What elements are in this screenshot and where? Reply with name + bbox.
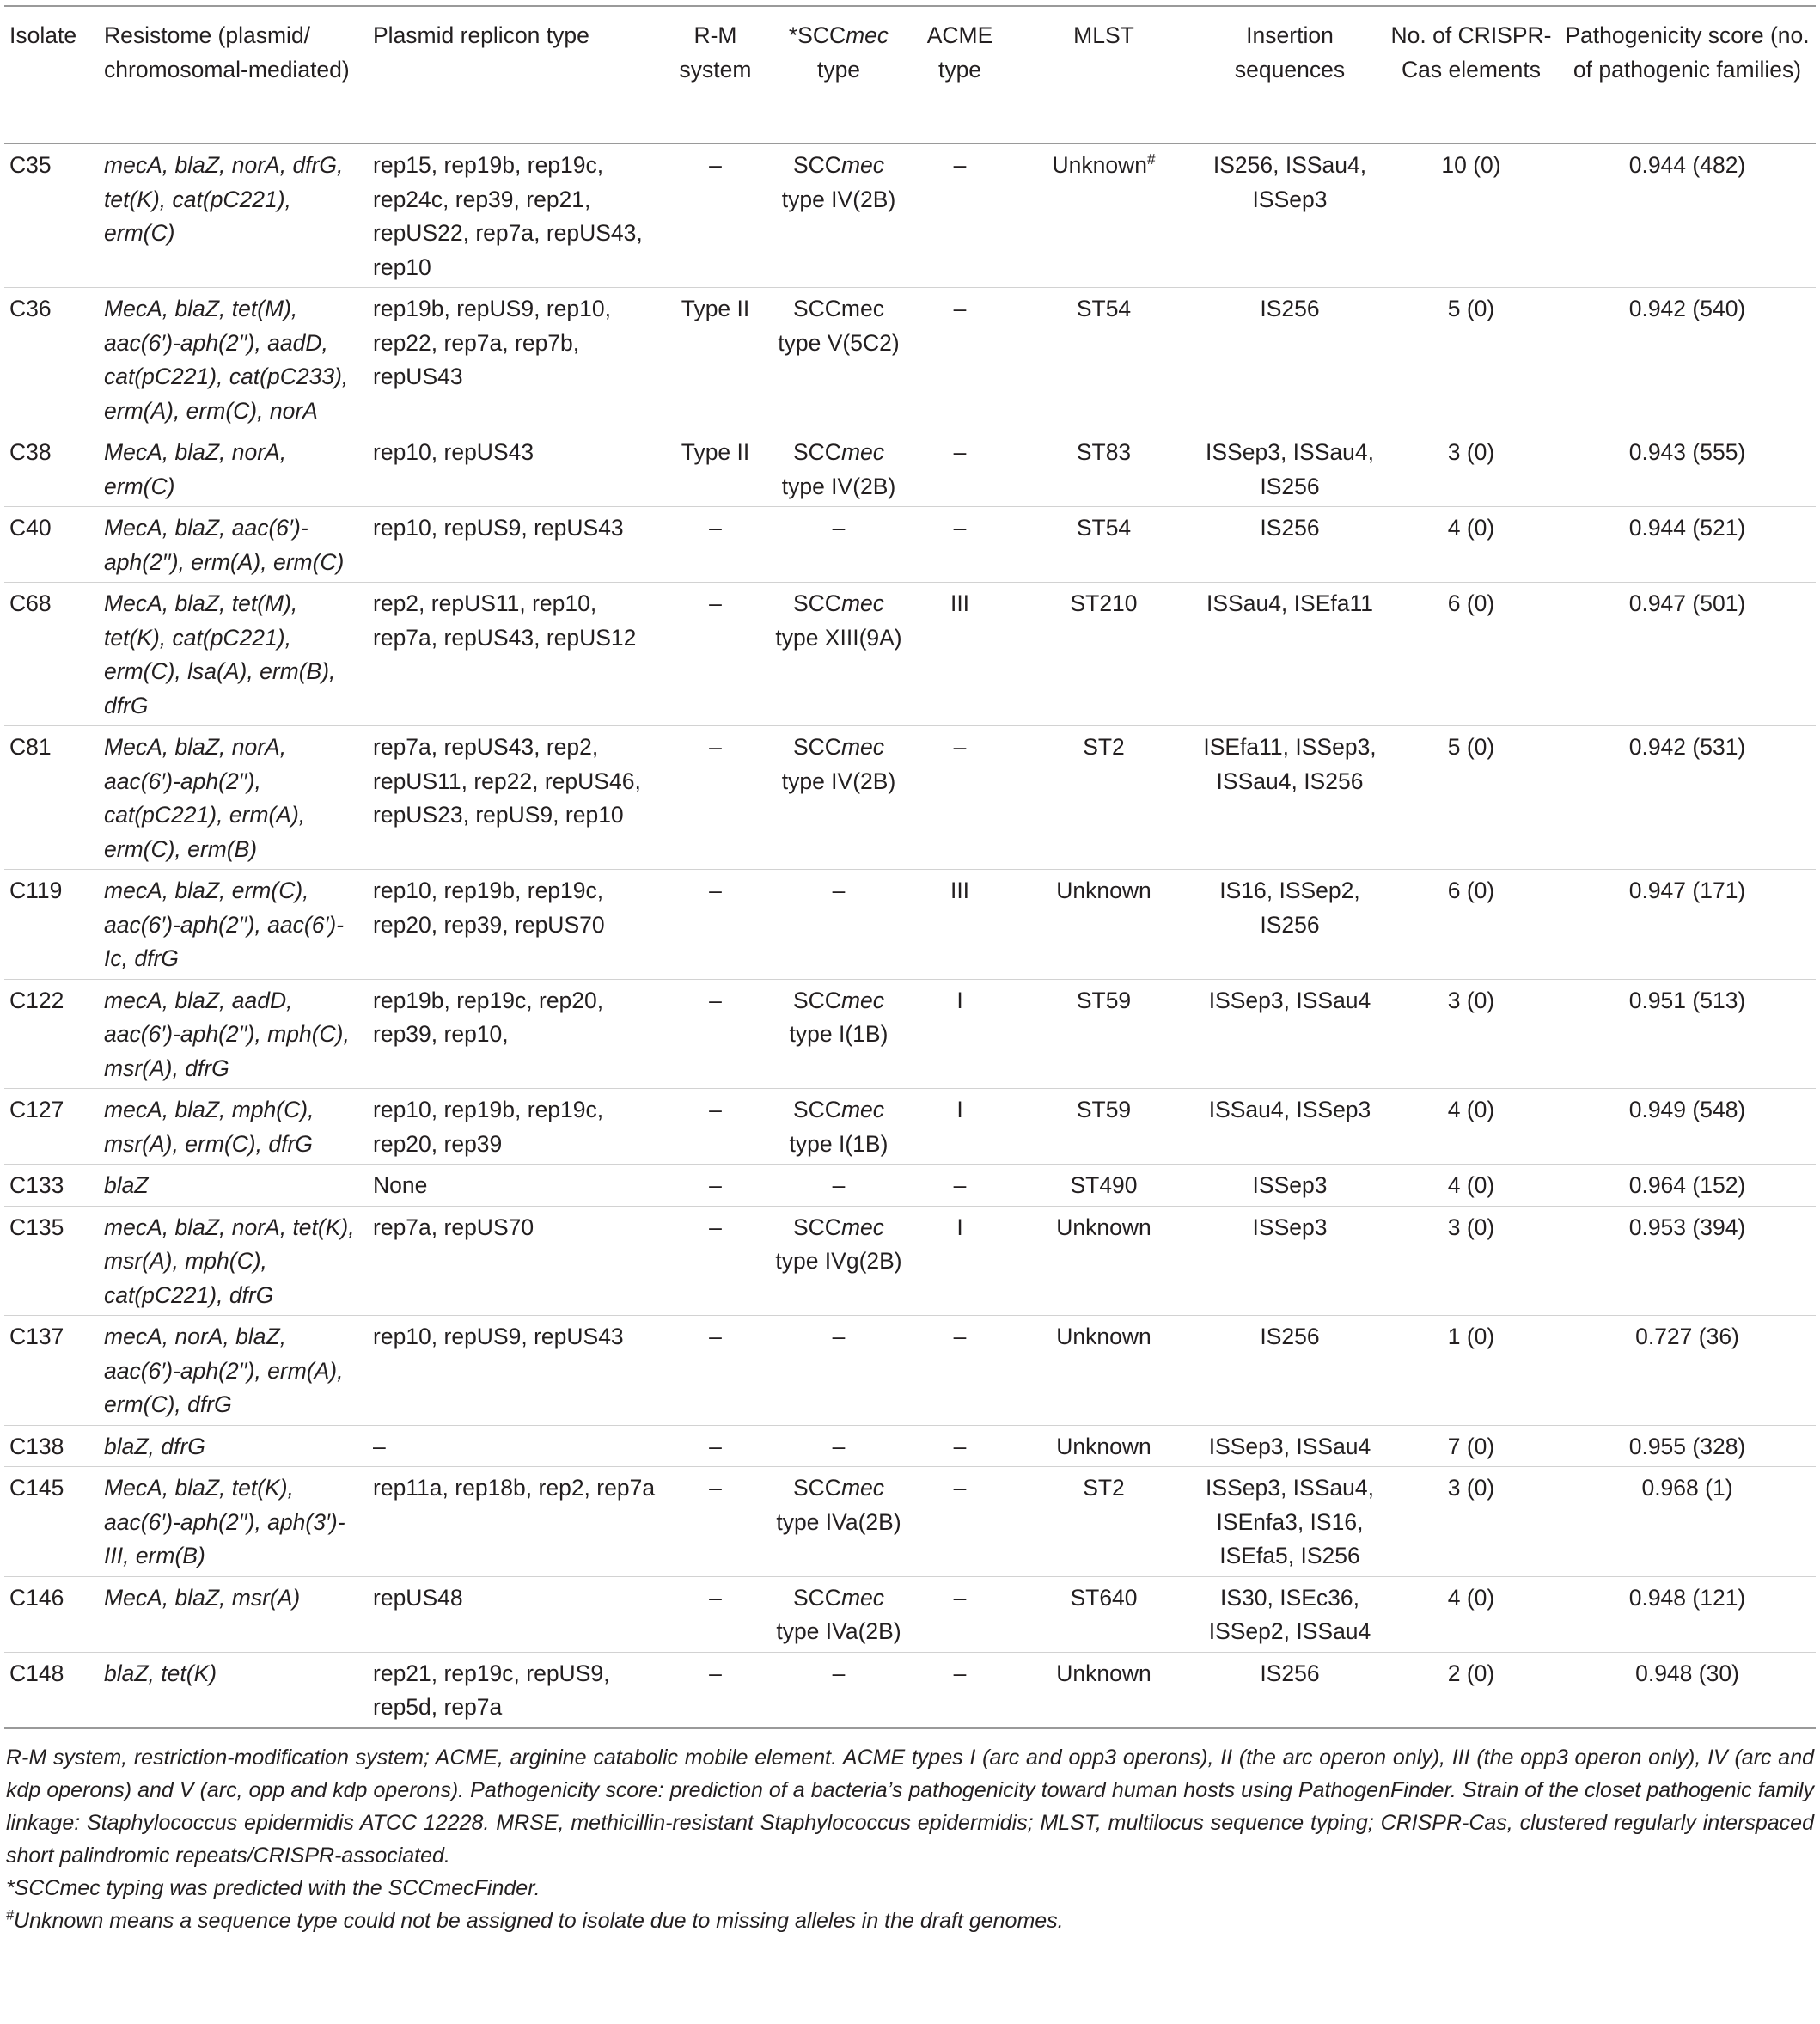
cell-resistome: mecA, blaZ, mph(C), msr(A), erm(C), dfrG bbox=[104, 1097, 315, 1157]
sccmec-prefix: SCCmec type V(5C2) bbox=[778, 296, 900, 356]
cell-rm-system: – bbox=[709, 1433, 722, 1459]
cell-acme-type: III bbox=[950, 590, 970, 616]
cell-rm-system: Type II bbox=[681, 439, 750, 465]
cell-crispr-cas: 4 (0) bbox=[1447, 1172, 1495, 1198]
cell-isolate: C38 bbox=[9, 439, 52, 465]
cell-pathogenicity-score: 0.942 (531) bbox=[1628, 734, 1746, 760]
cell-crispr-cas: 7 (0) bbox=[1447, 1433, 1495, 1459]
cell-insertion-sequences: IS256 bbox=[1260, 515, 1320, 541]
cell-insertion-sequences: IS16, ISSep2, IS256 bbox=[1219, 877, 1360, 938]
sccmec-prefix: SCC bbox=[792, 590, 841, 616]
cell-mlst bbox=[1011, 726, 1196, 870]
cell-plasmid-replicon: None bbox=[373, 1172, 428, 1198]
cell-crispr-cas: 6 (0) bbox=[1447, 590, 1495, 616]
cell-rm-system: – bbox=[709, 590, 722, 616]
table-row bbox=[4, 288, 1816, 431]
mlst-value: ST2 bbox=[1083, 1475, 1125, 1501]
cell-pathogenicity-score: 0.964 (152) bbox=[1628, 1172, 1746, 1198]
cell-isolate: C40 bbox=[9, 515, 52, 541]
cell-acme-type: – bbox=[953, 734, 967, 760]
cell-sccmec-type bbox=[769, 1467, 908, 1577]
cell-isolate: C138 bbox=[9, 1433, 64, 1459]
cell-pathogenicity-score: 0.944 (521) bbox=[1628, 515, 1746, 541]
col-header-rm-system: R-M system bbox=[679, 22, 752, 83]
cell-mlst bbox=[1011, 1576, 1196, 1652]
isolate-characteristics-table bbox=[4, 5, 1816, 1729]
cell-resistome: mecA, blaZ, norA, dfrG, tet(K), cat(pC221), erm(C) bbox=[104, 152, 344, 246]
table-row bbox=[4, 979, 1816, 1089]
col-header-mlst: MLST bbox=[1073, 22, 1134, 48]
cell-resistome: MecA, blaZ, tet(M), tet(K), cat(pC221), erm(C), lsa(A), erm(B), dfrG bbox=[104, 590, 336, 718]
cell-mlst bbox=[1011, 1425, 1196, 1467]
cell-plasmid-replicon: rep10, repUS43 bbox=[373, 439, 534, 465]
sccmec-prefix: – bbox=[832, 877, 846, 903]
cell-isolate: C119 bbox=[9, 877, 63, 903]
cell-rm-system: Type II bbox=[681, 296, 750, 321]
cell-isolate: C122 bbox=[9, 987, 64, 1013]
cell-isolate: C81 bbox=[9, 734, 52, 760]
cell-rm-system: – bbox=[709, 877, 722, 903]
cell-acme-type: – bbox=[953, 1660, 967, 1686]
sccmec-prefix: – bbox=[832, 515, 846, 541]
mlst-value: ST210 bbox=[1070, 590, 1138, 616]
mlst-value: ST2 bbox=[1083, 734, 1125, 760]
cell-insertion-sequences: ISSep3, ISSau4 bbox=[1208, 1433, 1371, 1459]
sccmec-prefix: SCC bbox=[792, 152, 841, 178]
mlst-value: Unknown bbox=[1056, 1324, 1151, 1349]
cell-mlst bbox=[1011, 1089, 1196, 1165]
cell-sccmec-type bbox=[769, 431, 908, 507]
cell-sccmec-type bbox=[769, 1316, 908, 1426]
table-footnotes bbox=[4, 1741, 1816, 1937]
cell-crispr-cas: 4 (0) bbox=[1447, 515, 1495, 541]
cell-acme-type: I bbox=[956, 1214, 963, 1240]
cell-acme-type: – bbox=[953, 1324, 967, 1349]
cell-rm-system: – bbox=[709, 1214, 722, 1240]
cell-rm-system: – bbox=[709, 1584, 722, 1611]
table-row bbox=[4, 1467, 1816, 1577]
cell-pathogenicity-score: 0.951 (513) bbox=[1628, 987, 1746, 1013]
cell-resistome: blaZ bbox=[104, 1172, 149, 1198]
mlst-value: ST59 bbox=[1076, 987, 1132, 1013]
cell-pathogenicity-score: 0.947 (171) bbox=[1628, 877, 1746, 903]
mlst-value: Unknown bbox=[1056, 1214, 1151, 1240]
sccmec-italic: mec bbox=[840, 152, 885, 178]
cell-insertion-sequences: IS256 bbox=[1260, 1660, 1320, 1686]
cell-crispr-cas: 10 (0) bbox=[1441, 152, 1501, 178]
cell-insertion-sequences: ISSep3 bbox=[1252, 1214, 1328, 1240]
col-header-crispr-cas: No. of CRISPR-Cas elements bbox=[1390, 22, 1552, 83]
cell-plasmid-replicon: rep15, rep19b, rep19c, rep24c, rep39, rep21, repUS22, rep7a, repUS43, rep10 bbox=[373, 152, 643, 280]
mlst-value: Unknown bbox=[1056, 877, 1151, 903]
sccmec-prefix: SCC bbox=[792, 439, 841, 465]
cell-mlst bbox=[1011, 979, 1196, 1089]
cell-mlst bbox=[1011, 431, 1196, 507]
mlst-value: ST54 bbox=[1076, 296, 1132, 321]
cell-mlst bbox=[1011, 1652, 1196, 1728]
cell-acme-type: – bbox=[953, 296, 967, 321]
cell-isolate: C137 bbox=[9, 1324, 64, 1349]
cell-resistome: mecA, blaZ, erm(C), aac(6′)-aph(2′′), aac(6′)-Ic, dfrG bbox=[104, 877, 345, 971]
cell-resistome: MecA, blaZ, tet(M), aac(6′)-aph(2′′), aadD, cat(pC221), cat(pC233), erm(A), erm(C), norA bbox=[104, 296, 349, 424]
cell-isolate: C133 bbox=[9, 1172, 64, 1198]
cell-sccmec-type bbox=[769, 1165, 908, 1207]
cell-plasmid-replicon: rep2, repUS11, rep10, rep7a, repUS43, repUS12 bbox=[373, 590, 637, 651]
cell-resistome: MecA, blaZ, norA, aac(6′)-aph(2′′), cat(pC221), erm(A), erm(C), erm(B) bbox=[104, 734, 306, 862]
footnote-unknown-text: Unknown means a sequence type could not be assigned to isolate due to missing alleles in the draft genomes. bbox=[14, 1908, 1064, 1933]
col-header-sccmec-type: *SCCmec type bbox=[788, 22, 889, 83]
cell-crispr-cas: 2 (0) bbox=[1447, 1660, 1495, 1686]
cell-plasmid-replicon: rep11a, rep18b, rep2, rep7a bbox=[373, 1475, 656, 1501]
cell-pathogenicity-score: 0.727 (36) bbox=[1635, 1324, 1739, 1349]
page bbox=[4, 5, 1816, 1937]
mlst-value: ST54 bbox=[1076, 515, 1132, 541]
cell-acme-type: I bbox=[956, 1097, 963, 1122]
table-row bbox=[4, 870, 1816, 980]
cell-crispr-cas: 5 (0) bbox=[1447, 296, 1495, 321]
cell-sccmec-type bbox=[769, 979, 908, 1089]
cell-insertion-sequences: ISEfa11, ISSep3, ISSau4, IS256 bbox=[1203, 734, 1377, 794]
cell-insertion-sequences: ISSep3, ISSau4 bbox=[1208, 987, 1371, 1013]
cell-insertion-sequences: ISSep3, ISSau4, ISEnfa3, IS16, ISEfa5, IS256 bbox=[1206, 1475, 1374, 1568]
cell-insertion-sequences: IS256 bbox=[1260, 1324, 1320, 1349]
header-row bbox=[4, 6, 1816, 144]
cell-mlst bbox=[1011, 507, 1196, 583]
cell-plasmid-replicon: rep19b, repUS9, rep10, rep22, rep7a, rep7b, repUS43 bbox=[373, 296, 611, 389]
cell-sccmec-type bbox=[769, 1425, 908, 1467]
footnote-abbreviations: R-M system, restriction-modification system; ACME, arginine catabolic mobile element. ACME types I (arc and opp3 operons), II (the arc operon only), III (the opp3 operon only), IV (arc and kdp operons) and V (arc, opp and kdp operons). Pathogenicity score: prediction of a bacteria’s pathogenicity toward human hosts using PathogenFinder. Strain of the closet pathogenic family linkage: Staphylococcus epidermidis ATCC 12228. MRSE, methicillin-resistant Staphylococcus epidermidis; MLST, multilocus sequence typing; CRISPR-Cas, clustered regularly interspaced short palindromic repeats/CRISPR-associated. bbox=[6, 1745, 1814, 1868]
cell-sccmec-type bbox=[769, 1652, 908, 1728]
cell-isolate: C145 bbox=[9, 1475, 64, 1501]
cell-crispr-cas: 1 (0) bbox=[1447, 1324, 1495, 1349]
col-header-isolate: Isolate bbox=[9, 22, 77, 48]
cell-crispr-cas: 4 (0) bbox=[1447, 1584, 1495, 1611]
footnote-unknown bbox=[6, 1905, 1814, 1937]
sccmec-italic: mec bbox=[840, 439, 885, 465]
sccmec-suffix: type I(1B) bbox=[789, 1130, 889, 1157]
cell-mlst bbox=[1011, 288, 1196, 431]
cell-insertion-sequences: ISSau4, ISEfa11 bbox=[1206, 590, 1373, 616]
cell-plasmid-replicon: rep10, repUS9, repUS43 bbox=[373, 515, 624, 541]
cell-isolate: C127 bbox=[9, 1097, 64, 1122]
cell-crispr-cas: 3 (0) bbox=[1447, 1475, 1495, 1501]
cell-mlst bbox=[1011, 1467, 1196, 1577]
sccmec-prefix: – bbox=[832, 1660, 846, 1686]
mlst-value: ST83 bbox=[1076, 439, 1132, 465]
cell-rm-system: – bbox=[709, 1324, 722, 1349]
cell-resistome: blaZ, tet(K) bbox=[104, 1660, 217, 1686]
cell-rm-system: – bbox=[709, 515, 722, 541]
cell-mlst bbox=[1011, 1206, 1196, 1316]
cell-sccmec-type bbox=[769, 726, 908, 870]
sccmec-italic: mec bbox=[840, 1584, 885, 1611]
sccmec-italic: mec bbox=[840, 734, 885, 760]
cell-rm-system: – bbox=[709, 1660, 722, 1686]
table-row bbox=[4, 144, 1816, 288]
sccmec-prefix: SCC bbox=[792, 1584, 841, 1611]
cell-sccmec-type bbox=[769, 1089, 908, 1165]
table-row bbox=[4, 1316, 1816, 1426]
mlst-value: Unknown bbox=[1056, 1660, 1151, 1686]
table-row bbox=[4, 1425, 1816, 1467]
cell-rm-system: – bbox=[709, 987, 722, 1013]
cell-acme-type: – bbox=[953, 1172, 967, 1198]
cell-mlst bbox=[1011, 144, 1196, 288]
sccmec-prefix: SCC bbox=[792, 1475, 841, 1501]
table-row bbox=[4, 1652, 1816, 1728]
cell-acme-type: I bbox=[956, 987, 963, 1013]
cell-isolate: C146 bbox=[9, 1584, 64, 1611]
cell-acme-type: – bbox=[953, 1475, 967, 1501]
sccmec-prefix: – bbox=[832, 1433, 846, 1459]
cell-crispr-cas: 6 (0) bbox=[1447, 877, 1495, 903]
col-header-pathogenicity-score: Pathogenicity score (no. of pathogenic families) bbox=[1565, 22, 1810, 83]
cell-sccmec-type bbox=[769, 1576, 908, 1652]
cell-resistome: MecA, blaZ, norA, erm(C) bbox=[104, 439, 287, 499]
cell-sccmec-type bbox=[769, 144, 908, 288]
mlst-value: ST490 bbox=[1070, 1172, 1138, 1198]
cell-resistome: mecA, norA, blaZ, aac(6′)-aph(2′′), erm(A), erm(C), dfrG bbox=[104, 1324, 344, 1417]
cell-insertion-sequences: ISSau4, ISSep3 bbox=[1208, 1097, 1371, 1122]
cell-plasmid-replicon: rep10, repUS9, repUS43 bbox=[373, 1324, 624, 1349]
sccmec-suffix: type XIII(9A) bbox=[775, 624, 902, 651]
sccmec-suffix: type IV(2B) bbox=[781, 767, 896, 794]
cell-resistome: MecA, blaZ, aac(6′)-aph(2′′), erm(A), erm(C) bbox=[104, 515, 345, 575]
cell-mlst bbox=[1011, 1316, 1196, 1426]
cell-acme-type: III bbox=[950, 877, 970, 903]
cell-isolate: C148 bbox=[9, 1660, 64, 1686]
cell-resistome: MecA, blaZ, msr(A) bbox=[104, 1584, 301, 1611]
cell-isolate: C68 bbox=[9, 590, 52, 616]
cell-rm-system: – bbox=[709, 1475, 722, 1501]
cell-acme-type: – bbox=[953, 515, 967, 541]
cell-rm-system: – bbox=[709, 152, 722, 178]
sccmec-suffix: type IVa(2B) bbox=[776, 1618, 901, 1644]
cell-rm-system: – bbox=[709, 1172, 722, 1198]
cell-sccmec-type bbox=[769, 1206, 908, 1316]
cell-pathogenicity-score: 0.943 (555) bbox=[1628, 439, 1746, 465]
sccmec-prefix: – bbox=[832, 1324, 846, 1349]
cell-pathogenicity-score: 0.948 (121) bbox=[1628, 1584, 1746, 1611]
cell-insertion-sequences: IS30, ISEc36, ISSep2, ISSau4 bbox=[1208, 1584, 1371, 1644]
cell-crispr-cas: 3 (0) bbox=[1447, 1214, 1495, 1240]
table-row bbox=[4, 726, 1816, 870]
cell-isolate: C36 bbox=[9, 296, 52, 321]
sccmec-italic: mec bbox=[840, 1097, 885, 1122]
cell-insertion-sequences: IS256 bbox=[1260, 296, 1320, 321]
cell-pathogenicity-score: 0.968 (1) bbox=[1641, 1475, 1733, 1501]
cell-insertion-sequences: IS256, ISSau4, ISSep3 bbox=[1212, 152, 1367, 212]
sccmec-prefix: – bbox=[832, 1172, 846, 1198]
col-header-acme-type: ACME type bbox=[926, 22, 993, 83]
sccmec-prefix: SCC bbox=[792, 734, 841, 760]
cell-acme-type: – bbox=[953, 1584, 967, 1611]
table-row bbox=[4, 1206, 1816, 1316]
footnote-sccmec: *SCCmec typing was predicted with the SCCmecFinder. bbox=[6, 1875, 541, 1900]
mlst-value: Unknown bbox=[1052, 152, 1147, 178]
cell-resistome: MecA, blaZ, tet(K), aac(6′)-aph(2′′), aph(3′)-III, erm(B) bbox=[104, 1475, 345, 1568]
cell-sccmec-type bbox=[769, 583, 908, 726]
table-row bbox=[4, 431, 1816, 507]
footnote-hash-mark: # bbox=[6, 1907, 15, 1923]
sccmec-italic: mec bbox=[840, 1475, 885, 1501]
cell-crispr-cas: 3 (0) bbox=[1447, 439, 1495, 465]
table-row bbox=[4, 1089, 1816, 1165]
cell-pathogenicity-score: 0.947 (501) bbox=[1628, 590, 1746, 616]
table-row bbox=[4, 1165, 1816, 1207]
sccmec-prefix: SCC bbox=[792, 1097, 841, 1122]
cell-crispr-cas: 4 (0) bbox=[1447, 1097, 1495, 1122]
col-header-plasmid-replicon: Plasmid replicon type bbox=[373, 22, 589, 48]
cell-sccmec-type bbox=[769, 870, 908, 980]
sccmec-suffix: type IVg(2B) bbox=[775, 1248, 902, 1274]
cell-insertion-sequences: ISSep3 bbox=[1252, 1172, 1328, 1198]
sccmec-suffix: type IVa(2B) bbox=[776, 1508, 901, 1535]
sccmec-italic: mec bbox=[840, 987, 885, 1013]
mlst-value: Unknown bbox=[1056, 1433, 1151, 1459]
cell-mlst bbox=[1011, 583, 1196, 726]
sccmec-suffix: type IV(2B) bbox=[781, 473, 896, 499]
sccmec-italic: mec bbox=[840, 590, 885, 616]
cell-plasmid-replicon: rep10, rep19b, rep19c, rep20, rep39, repUS70 bbox=[373, 877, 605, 938]
cell-plasmid-replicon: – bbox=[373, 1433, 386, 1459]
cell-resistome: mecA, blaZ, norA, tet(K), msr(A), mph(C), cat(pC221), dfrG bbox=[104, 1214, 355, 1308]
cell-mlst bbox=[1011, 870, 1196, 980]
table-row bbox=[4, 1576, 1816, 1652]
sccmec-prefix: SCC bbox=[792, 1214, 841, 1240]
sccmec-suffix: type I(1B) bbox=[789, 1021, 889, 1047]
cell-pathogenicity-score: 0.949 (548) bbox=[1628, 1097, 1746, 1122]
cell-acme-type: – bbox=[953, 439, 967, 465]
table-row bbox=[4, 507, 1816, 583]
mlst-footnote-mark: # bbox=[1146, 150, 1156, 168]
cell-crispr-cas: 3 (0) bbox=[1447, 987, 1495, 1013]
cell-resistome: blaZ, dfrG bbox=[104, 1433, 205, 1459]
cell-plasmid-replicon: rep19b, rep19c, rep20, rep39, rep10, bbox=[373, 987, 604, 1047]
cell-plasmid-replicon: rep7a, repUS70 bbox=[373, 1214, 534, 1240]
cell-crispr-cas: 5 (0) bbox=[1447, 734, 1495, 760]
cell-pathogenicity-score: 0.942 (540) bbox=[1628, 296, 1746, 321]
cell-plasmid-replicon: rep21, rep19c, repUS9, rep5d, rep7a bbox=[373, 1660, 610, 1720]
cell-rm-system: – bbox=[709, 734, 722, 760]
sccmec-prefix: SCC bbox=[792, 987, 841, 1013]
cell-pathogenicity-score: 0.955 (328) bbox=[1628, 1433, 1746, 1459]
cell-mlst bbox=[1011, 1165, 1196, 1207]
table-row bbox=[4, 583, 1816, 726]
col-header-insertion-sequences: Insertion sequences bbox=[1234, 22, 1346, 83]
cell-sccmec-type bbox=[769, 507, 908, 583]
cell-acme-type: – bbox=[953, 1433, 967, 1459]
cell-pathogenicity-score: 0.948 (30) bbox=[1635, 1660, 1739, 1686]
sccmec-suffix: type IV(2B) bbox=[781, 186, 896, 212]
cell-plasmid-replicon: repUS48 bbox=[373, 1584, 463, 1611]
cell-isolate: C135 bbox=[9, 1214, 64, 1240]
cell-plasmid-replicon: rep7a, repUS43, rep2, repUS11, rep22, repUS46, repUS23, repUS9, rep10 bbox=[373, 734, 641, 828]
cell-insertion-sequences: ISSep3, ISSau4, IS256 bbox=[1206, 439, 1374, 499]
cell-rm-system: – bbox=[709, 1097, 722, 1122]
col-header-resistome: Resistome (plasmid/ chromosomal-mediated) bbox=[104, 22, 350, 83]
cell-acme-type: – bbox=[953, 152, 967, 178]
mlst-value: ST59 bbox=[1076, 1097, 1132, 1122]
cell-sccmec-type bbox=[769, 288, 908, 431]
cell-isolate: C35 bbox=[9, 152, 52, 178]
sccmec-italic: mec bbox=[840, 1214, 885, 1240]
mlst-value: ST640 bbox=[1070, 1584, 1138, 1611]
cell-plasmid-replicon: rep10, rep19b, rep19c, rep20, rep39 bbox=[373, 1097, 604, 1157]
cell-resistome: mecA, blaZ, aadD, aac(6′)-aph(2′′), mph(C), msr(A), dfrG bbox=[104, 987, 350, 1081]
cell-pathogenicity-score: 0.944 (482) bbox=[1628, 152, 1746, 178]
cell-pathogenicity-score: 0.953 (394) bbox=[1628, 1214, 1746, 1240]
